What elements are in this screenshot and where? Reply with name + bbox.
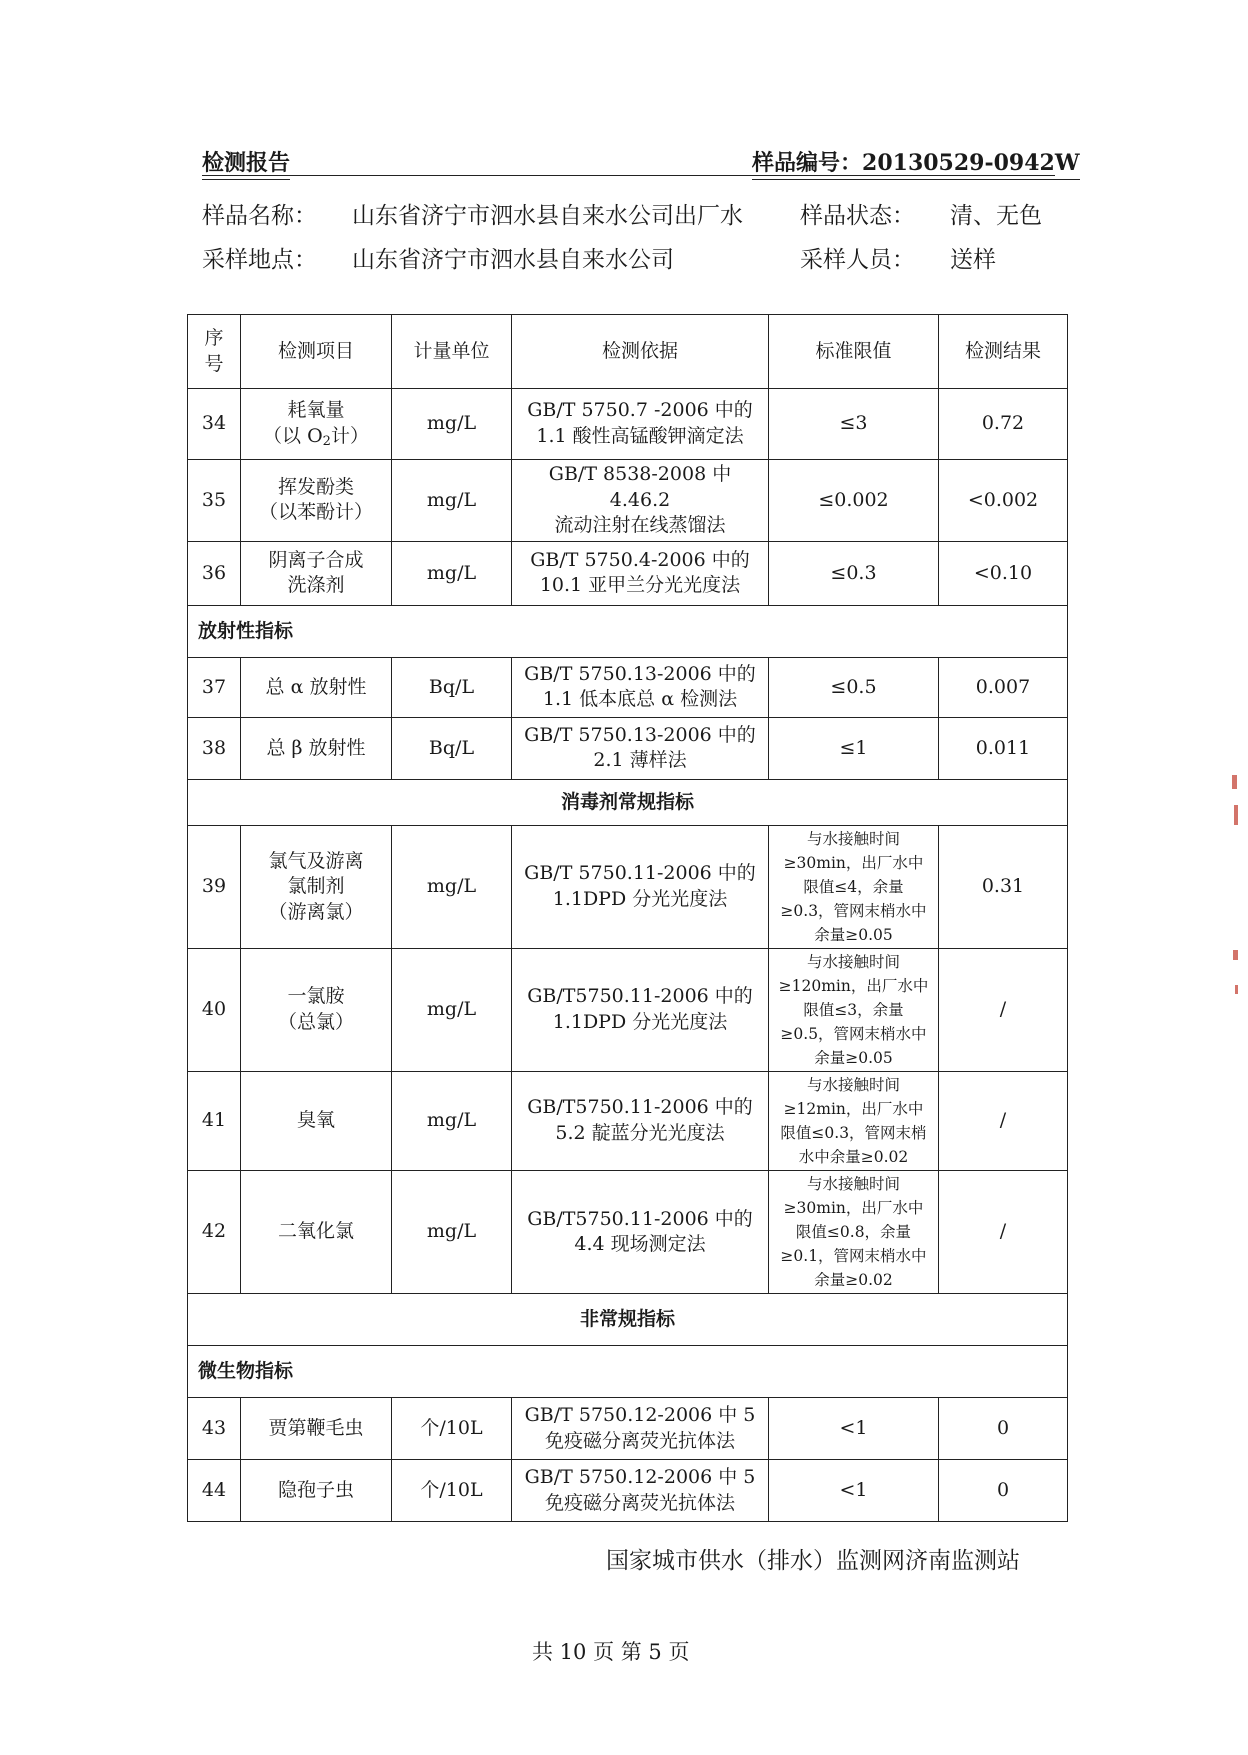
cell-limit: 与水接触时间 ≥30min，出厂水中 限值≤0.8，余量 ≥0.1，管网末梢水中 余量≥0.02 xyxy=(769,1171,939,1294)
report-title: 检测报告 xyxy=(202,146,290,180)
sample-state-label: 样品状态： xyxy=(800,203,915,229)
cell-unit: mg/L xyxy=(392,825,512,948)
cell-seq: 41 xyxy=(188,1072,241,1171)
cell-limit: ≤3 xyxy=(769,389,939,460)
cell-result: 0.007 xyxy=(939,657,1068,717)
cell-seq: 35 xyxy=(188,460,241,542)
sample-number-label: 样品编号： xyxy=(752,150,863,176)
cell-seq: 38 xyxy=(188,717,241,779)
col-header-seq: 序 号 xyxy=(188,315,241,389)
cell-seq: 36 xyxy=(188,541,241,605)
cell-item: 总 α 放射性 xyxy=(241,657,392,717)
cell-item: 贾第鞭毛虫 xyxy=(241,1398,392,1460)
section-row-disinfectant xyxy=(188,779,1068,825)
cell-unit: mg/L xyxy=(392,460,512,542)
table-row xyxy=(188,1398,1068,1460)
table-row xyxy=(188,460,1068,542)
cell-basis: GB/T 5750.11-2006 中的 1.1DPD 分光光度法 xyxy=(512,825,769,948)
cell-item: 二氧化氯 xyxy=(241,1171,392,1294)
cell-result: / xyxy=(939,949,1068,1072)
cell-result: 0.31 xyxy=(939,825,1068,948)
cell-basis: GB/T 5750.12-2006 中 5 免疫磁分离荧光抗体法 xyxy=(512,1398,769,1460)
cell-result: 0 xyxy=(939,1460,1068,1522)
col-header-item: 检测项目 xyxy=(241,315,392,389)
seal-edge-mark xyxy=(1234,805,1238,825)
cell-item: 氯气及游离 氯制剂 （游离氯） xyxy=(241,825,392,948)
page-number: 共 10 页 第 5 页 xyxy=(532,1640,690,1664)
cell-basis: GB/T 5750.4-2006 中的 10.1 亚甲兰分光光度法 xyxy=(512,541,769,605)
table-row xyxy=(188,541,1068,605)
cell-item: 臭氧 xyxy=(241,1072,392,1171)
section-row-nonroutine xyxy=(188,1294,1068,1346)
table-row xyxy=(188,1171,1068,1294)
cell-basis: GB/T5750.11-2006 中的 4.4 现场测定法 xyxy=(512,1171,769,1294)
sampler-value: 送样 xyxy=(950,247,996,273)
cell-unit: 个/10L xyxy=(392,1398,512,1460)
sample-site-value: 山东省济宁市泗水县自来水公司 xyxy=(352,247,674,273)
cell-result: / xyxy=(939,1072,1068,1171)
cell-result: 0.72 xyxy=(939,389,1068,460)
cell-limit: 与水接触时间 ≥30min，出厂水中 限值≤4，余量 ≥0.3，管网末梢水中 余量≥0.05 xyxy=(769,825,939,948)
col-header-basis: 检测依据 xyxy=(512,315,769,389)
table-header-row xyxy=(188,315,1068,389)
table-row xyxy=(188,717,1068,779)
sample-name-label: 样品名称： xyxy=(202,203,317,229)
seal-edge-mark xyxy=(1232,775,1237,789)
cell-unit: mg/L xyxy=(392,949,512,1072)
cell-limit: <1 xyxy=(769,1460,939,1522)
section-title: 放射性指标 xyxy=(188,605,1068,657)
cell-unit: Bq/L xyxy=(392,717,512,779)
section-row-microbial xyxy=(188,1346,1068,1398)
cell-item: 阴离子合成 洗涤剂 xyxy=(241,541,392,605)
cell-result: <0.10 xyxy=(939,541,1068,605)
issuing-organization: 国家城市供水（排水）监测网济南监测站 xyxy=(606,1548,1020,1574)
results-table xyxy=(187,314,1068,1522)
cell-basis: GB/T 5750.13-2006 中的 1.1 低本底总 α 检测法 xyxy=(512,657,769,717)
seal-edge-mark xyxy=(1233,950,1238,960)
col-header-unit: 计量单位 xyxy=(392,315,512,389)
cell-result: 0.011 xyxy=(939,717,1068,779)
col-header-result: 检测结果 xyxy=(939,315,1068,389)
sample-name-value: 山东省济宁市泗水县自来水公司出厂水 xyxy=(352,203,743,229)
sample-number-value: 20130529-0942W xyxy=(862,150,1080,176)
cell-seq: 40 xyxy=(188,949,241,1072)
table-row xyxy=(188,657,1068,717)
cell-item: 挥发酚类 （以苯酚计） xyxy=(241,460,392,542)
cell-basis: GB/T5750.11-2006 中的 5.2 靛蓝分光光度法 xyxy=(512,1072,769,1171)
header-rule xyxy=(202,175,1055,176)
cell-seq: 34 xyxy=(188,389,241,460)
cell-basis: GB/T 8538-2008 中 4.46.2 流动注射在线蒸馏法 xyxy=(512,460,769,542)
cell-result: 0 xyxy=(939,1398,1068,1460)
cell-basis: GB/T 5750.12-2006 中 5 免疫磁分离荧光抗体法 xyxy=(512,1460,769,1522)
cell-seq: 44 xyxy=(188,1460,241,1522)
col-header-limit: 标准限值 xyxy=(769,315,939,389)
cell-seq: 42 xyxy=(188,1171,241,1294)
section-row-radioactivity xyxy=(188,605,1068,657)
table-row xyxy=(188,825,1068,948)
cell-limit: ≤1 xyxy=(769,717,939,779)
cell-unit: 个/10L xyxy=(392,1460,512,1522)
cell-unit: mg/L xyxy=(392,389,512,460)
cell-unit: mg/L xyxy=(392,1072,512,1171)
section-title: 微生物指标 xyxy=(188,1346,1068,1398)
cell-unit: Bq/L xyxy=(392,657,512,717)
cell-basis: GB/T 5750.7 -2006 中的 1.1 酸性高锰酸钾滴定法 xyxy=(512,389,769,460)
cell-result: <0.002 xyxy=(939,460,1068,542)
cell-unit: mg/L xyxy=(392,541,512,605)
cell-item: 总 β 放射性 xyxy=(241,717,392,779)
table-row xyxy=(188,389,1068,460)
cell-limit: ≤0.5 xyxy=(769,657,939,717)
cell-item: 隐孢子虫 xyxy=(241,1460,392,1522)
table-row xyxy=(188,949,1068,1072)
cell-basis: GB/T 5750.13-2006 中的 2.1 薄样法 xyxy=(512,717,769,779)
cell-limit: ≤0.3 xyxy=(769,541,939,605)
cell-item: 一氯胺 （总氯） xyxy=(241,949,392,1072)
cell-limit: <1 xyxy=(769,1398,939,1460)
seal-edge-mark xyxy=(1235,985,1238,994)
section-title: 非常规指标 xyxy=(188,1294,1068,1346)
table-row xyxy=(188,1072,1068,1171)
sampler-label: 采样人员： xyxy=(800,247,915,273)
cell-result: / xyxy=(939,1171,1068,1294)
cell-item: 耗氧量 （以 $O_2$计） xyxy=(241,389,392,460)
cell-unit: mg/L xyxy=(392,1171,512,1294)
sample-state-value: 清、无色 xyxy=(950,203,1042,229)
cell-seq: 37 xyxy=(188,657,241,717)
section-title: 消毒剂常规指标 xyxy=(188,779,1068,825)
cell-limit: ≤0.002 xyxy=(769,460,939,542)
cell-basis: GB/T5750.11-2006 中的 1.1DPD 分光光度法 xyxy=(512,949,769,1072)
table-row xyxy=(188,1460,1068,1522)
cell-limit: 与水接触时间 ≥120min，出厂水中 限值≤3，余量 ≥0.5，管网末梢水中 余量≥0.05 xyxy=(769,949,939,1072)
cell-limit: 与水接触时间 ≥12min，出厂水中 限值≤0.3，管网末梢 水中余量≥0.02 xyxy=(769,1072,939,1171)
cell-seq: 39 xyxy=(188,825,241,948)
cell-seq: 43 xyxy=(188,1398,241,1460)
sample-site-label: 采样地点： xyxy=(202,247,317,273)
